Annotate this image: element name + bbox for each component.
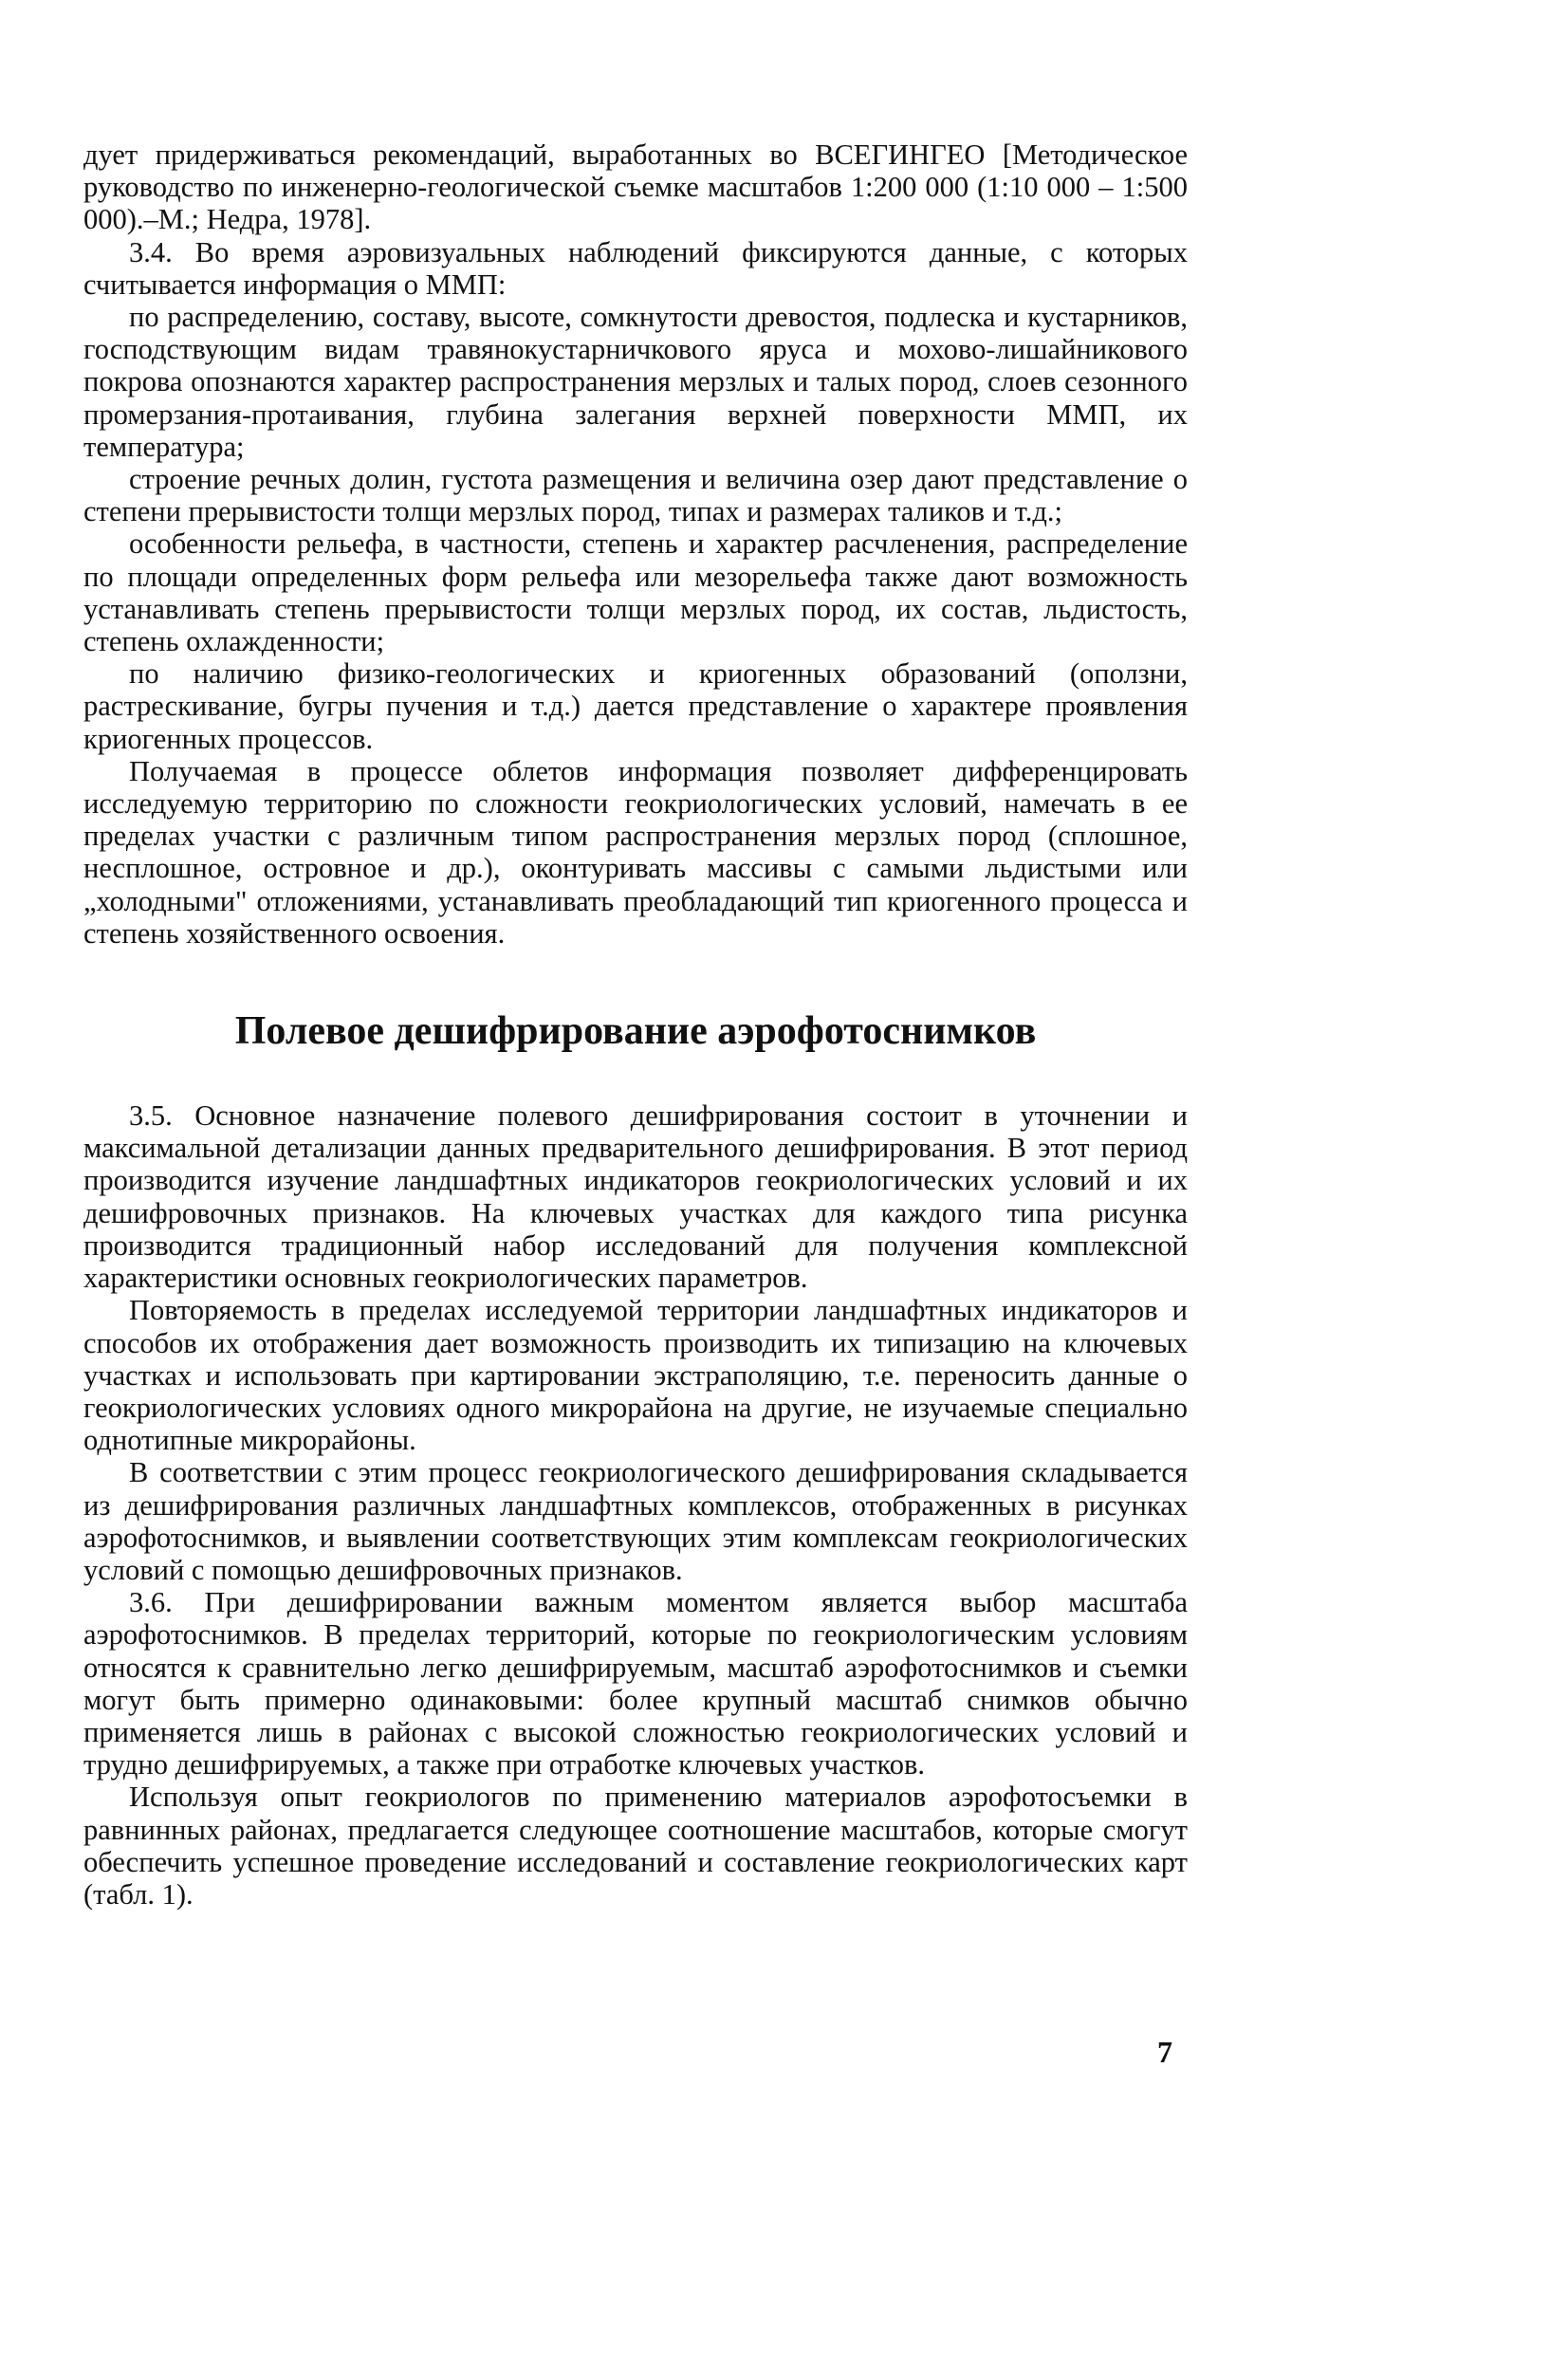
paragraph-3-4: 3.4. Во время аэровизуальных наблюдений фиксируются данные, с которых считывается информация о ММП: xyxy=(83,235,1188,301)
paragraph-repeatability: Повторяемость в пределах исследуемой территории ландшафтных индикаторов и способов их отображения дает возможность производить их типизацию на ключевых участках и использовать при картировании экстраполяцию, т.е. переносить данные о геокриологических условиях одного микрорайона на другие, не изучаемые специально однотипные микрорайоны. xyxy=(83,1294,1188,1457)
paragraph-3-5: 3.5. Основное назначение полевого дешифрирования состоит в уточнении и максимальной детализации данных предварительного дешифрирования. В этот период производится изучение ландшафтных индикаторов геокриологических условий и их дешифровочных признаков. На ключевых участках для каждого типа рисунка производится традиционный набор исследований для получения комплексной характеристики основных геокриологических параметров. xyxy=(83,1099,1188,1295)
paragraph-vegetation: по распределению, составу, высоте, сомкнутости древостоя, подлеска и кустарников, господствующим видам травянокустарничкового яруса и мохово-лишайникового покрова опознаются характер распространения мерзлых и талых пород, слоев сезонного промерзания-протаивания, глубина залегания верхней поверхности ММП, их температура; xyxy=(83,301,1188,463)
paragraph-experience: Используя опыт геокриологов по применению материалов аэрофотосъемки в равнинных районах, предлагается следующее соотношение масштабов, которые смогут обеспечить успешное проведение исследований и составление геокриологических карт (табл. 1). xyxy=(83,1781,1188,1911)
document-page xyxy=(83,138,1188,1911)
paragraph-accordingly: В соответствии с этим процесс геокриологического дешифрирования складывается из дешифрирования различных ландшафтных комплексов, отображенных в рисунках аэрофотоснимков, и выявлении соответствующих этим комплексам геокриологических условий с помощью дешифровочных признаков. xyxy=(83,1456,1188,1586)
paragraph-flight-information: Получаемая в процессе облетов информация позволяет дифференцировать исследуемую территорию по сложности геокриологических условий, намечать в ее пределах участки с различным типом распространения мерзлых пород (сплошное, несплошное, островное и др.), оконтуривать массивы с самыми льдистыми или „холодными" отложениями, устанавливать преобладающий тип криогенного процесса и степень хозяйственного освоения. xyxy=(83,754,1188,950)
paragraph-continuation: дует придерживаться рекомендаций, выработанных во ВСЕГИНГЕО [Методическое руководство по инженерно-геологической съемке масштабов 1:200 000 (1:10 000 – 1:500 000).–М.; Недра, 1978]. xyxy=(83,138,1188,236)
paragraph-river-valleys: строение речных долин, густота размещения и величина озер дают представление о степени прерывистости толщи мерзлых пород, типах и размерах таликов и т.д.; xyxy=(83,463,1188,528)
section-heading: Полевое дешифрирование аэрофотоснимков xyxy=(234,1009,1037,1054)
paragraph-3-6: 3.6. При дешифрировании важным моментом является выбор масштаба аэрофотоснимков. В пределах территорий, которые по геокриологическим условиям относятся к сравнительно легко дешифрируемым, масштаб аэрофотоснимков и съемки могут быть примерно одинаковыми: более крупный масштаб снимков обычно применяется лишь в районах с высокой сложностью геокриологических условий и трудно дешифрируемых, а также при отработке ключевых участков. xyxy=(83,1586,1188,1781)
paragraph-relief: особенности рельефа, в частности, степень и характер расчленения, распределение по площади определенных форм рельефа или мезорельефа также дают возможность устанавливать степень прерывистости толщи мерзлых пород, их состав, льдистость, степень охлажденности; xyxy=(83,527,1188,658)
page-number: 7 xyxy=(1157,2035,1172,2069)
paragraph-cryogenic-formations: по наличию физико-геологических и криогенных образований (оползни, растрескивание, бугры пучения и т.д.) дается представление о характере проявления криогенных процессов. xyxy=(83,657,1188,755)
